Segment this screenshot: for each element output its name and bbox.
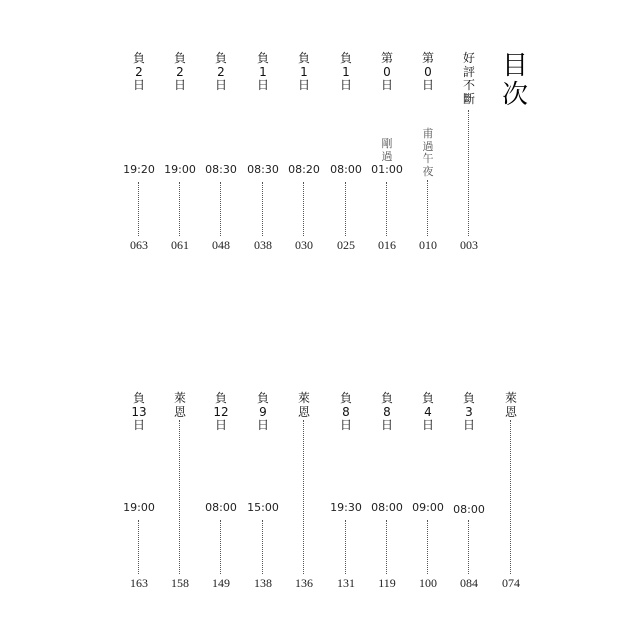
entry-label-char: 負 <box>256 51 269 65</box>
entry-time: 08:20 <box>288 163 320 176</box>
entry-label-char: 評 <box>462 64 475 79</box>
entry-page-number: 131 <box>337 576 355 590</box>
entry-label-char: 8 <box>383 404 391 419</box>
entry-time: 08:00 <box>453 503 485 516</box>
dotted-leader <box>427 520 428 574</box>
entry-label-char: 2 <box>135 64 143 79</box>
entry-page-number: 074 <box>502 576 520 590</box>
entry-label-char: 1 <box>342 64 350 79</box>
toc-entry[interactable] <box>408 0 448 640</box>
entry-page-number: 038 <box>254 238 272 252</box>
toc-entry[interactable] <box>367 0 407 640</box>
toc-entry[interactable] <box>243 0 283 640</box>
entry-label-char: 負 <box>256 391 269 405</box>
dotted-leader <box>262 520 263 574</box>
toc-entry[interactable] <box>201 0 241 640</box>
dotted-leader <box>510 420 511 574</box>
entry-label-char: 日 <box>380 418 393 432</box>
entry-page-number: 030 <box>295 238 313 252</box>
toc-entry[interactable] <box>326 0 366 640</box>
entry-time: 01:00 <box>371 163 403 176</box>
entry-page-number: 016 <box>378 238 396 252</box>
entry-label-char: 恩 <box>504 404 517 419</box>
entry-page-number: 149 <box>212 576 230 590</box>
dotted-leader <box>179 420 180 574</box>
entry-subtitle-char: 午 <box>422 152 434 165</box>
entry-label-char: 好 <box>462 51 475 65</box>
entry-time: 08:30 <box>247 163 279 176</box>
entry-label-char: 4 <box>424 404 432 419</box>
entry-label-char: 8 <box>342 404 350 419</box>
dotted-leader <box>386 520 387 574</box>
entry-time: 19:00 <box>123 501 155 514</box>
entry-label <box>284 392 324 419</box>
entry-label-char: 日 <box>339 418 352 432</box>
entry-label-char: 第 <box>380 51 393 65</box>
entry-label-char: 斷 <box>462 91 475 106</box>
entry-page-number: 003 <box>460 238 478 252</box>
toc-entry[interactable] <box>491 0 531 640</box>
entry-page-number: 100 <box>419 576 437 590</box>
entry-label <box>408 392 448 433</box>
entry-label-char: 負 <box>462 391 475 405</box>
entry-subtitle-char: 過 <box>422 139 434 153</box>
entry-page-number: 084 <box>460 576 478 590</box>
entry-label-char: 不 <box>462 78 475 92</box>
entry-label-char: 0 <box>424 64 432 79</box>
entry-label-char: 負 <box>173 51 186 65</box>
entry-label-char: 日 <box>214 418 227 432</box>
toc-entry[interactable] <box>160 0 200 640</box>
entry-label-char: 1 <box>300 64 308 79</box>
entry-time: 08:00 <box>371 501 403 514</box>
dotted-leader <box>303 420 304 574</box>
entry-label-char: 負 <box>132 51 145 65</box>
entry-label-char: 日 <box>421 78 434 92</box>
entry-time: 15:00 <box>247 501 279 514</box>
entry-label-char: 日 <box>421 418 434 432</box>
dotted-leader <box>345 520 346 574</box>
entry-page-number: 010 <box>419 238 437 252</box>
entry-label <box>367 392 407 433</box>
entry-label-char: 負 <box>339 391 352 405</box>
entry-subtitle-char: 夜 <box>422 164 434 178</box>
entry-page-number: 063 <box>130 238 148 252</box>
dotted-leader <box>220 520 221 574</box>
entry-label-char: 日 <box>132 78 145 92</box>
entry-page-number: 061 <box>171 238 189 252</box>
entry-label-char: 負 <box>214 391 227 405</box>
toc-entry[interactable] <box>449 0 489 640</box>
entry-label-char: 負 <box>380 391 393 405</box>
entry-label <box>119 392 159 433</box>
entry-label <box>449 392 489 433</box>
toc-entry[interactable] <box>284 0 324 640</box>
entry-label <box>160 392 200 419</box>
entry-label-char: 日 <box>256 418 269 432</box>
entry-label-char: 負 <box>421 391 434 405</box>
entry-label-char: 2 <box>176 64 184 79</box>
entry-label-char: 負 <box>214 51 227 65</box>
entry-label-char: 負 <box>132 391 145 405</box>
entry-label <box>201 392 241 433</box>
entry-label-char: 1 <box>259 64 267 79</box>
entry-label-char: 恩 <box>173 404 186 419</box>
entry-label-char: 日 <box>297 78 310 92</box>
entry-label-char: 13 <box>131 404 147 419</box>
entry-time: 19:30 <box>330 501 362 514</box>
entry-label-char: 萊 <box>504 391 517 405</box>
dotted-leader <box>138 520 139 574</box>
entry-label-char: 恩 <box>297 404 310 419</box>
entry-time: 08:30 <box>205 163 237 176</box>
entry-time: 08:00 <box>330 163 362 176</box>
entry-label-char: 0 <box>383 64 391 79</box>
dotted-leader <box>468 520 469 574</box>
entry-label-char: 第 <box>421 51 434 65</box>
entry-page-number: 025 <box>337 238 355 252</box>
entry-page-number: 048 <box>212 238 230 252</box>
entry-time: 09:00 <box>412 501 444 514</box>
entry-page-number: 163 <box>130 576 148 590</box>
entry-time: 19:00 <box>164 163 196 176</box>
entry-time: 08:00 <box>205 501 237 514</box>
entry-label-char: 日 <box>462 418 475 432</box>
entry-page-number: 119 <box>378 576 396 590</box>
page-title-char: 次 <box>501 80 528 110</box>
entry-label-char: 9 <box>259 404 267 419</box>
entry-page-number: 138 <box>254 576 272 590</box>
entry-label-char: 3 <box>465 404 473 419</box>
entry-label-char: 萊 <box>297 391 310 405</box>
entry-label-char: 日 <box>132 418 145 432</box>
entry-label <box>243 392 283 433</box>
entry-subtitle-char: 過 <box>381 149 393 163</box>
entry-page-number: 158 <box>171 576 189 590</box>
entry-subtitle-char: 甫 <box>422 127 434 140</box>
entry-label-char: 12 <box>213 404 229 419</box>
entry-label-char: 萊 <box>173 391 186 405</box>
page-title-char: 目 <box>501 51 528 81</box>
entry-subtitle-char: 剛 <box>381 137 393 150</box>
entry-label-char: 2 <box>217 64 225 79</box>
entry-label-char: 日 <box>214 78 227 92</box>
entry-label-char: 日 <box>380 78 393 92</box>
entry-label-char: 負 <box>339 51 352 65</box>
toc-entry[interactable] <box>119 0 159 640</box>
entry-label-char: 日 <box>256 78 269 92</box>
entry-time: 19:20 <box>123 163 155 176</box>
entry-label-char: 負 <box>297 51 310 65</box>
entry-label <box>326 392 366 433</box>
entry-label-char: 日 <box>339 78 352 92</box>
entry-label-char: 日 <box>173 78 186 92</box>
entry-page-number: 136 <box>295 576 313 590</box>
entry-label <box>491 392 531 419</box>
